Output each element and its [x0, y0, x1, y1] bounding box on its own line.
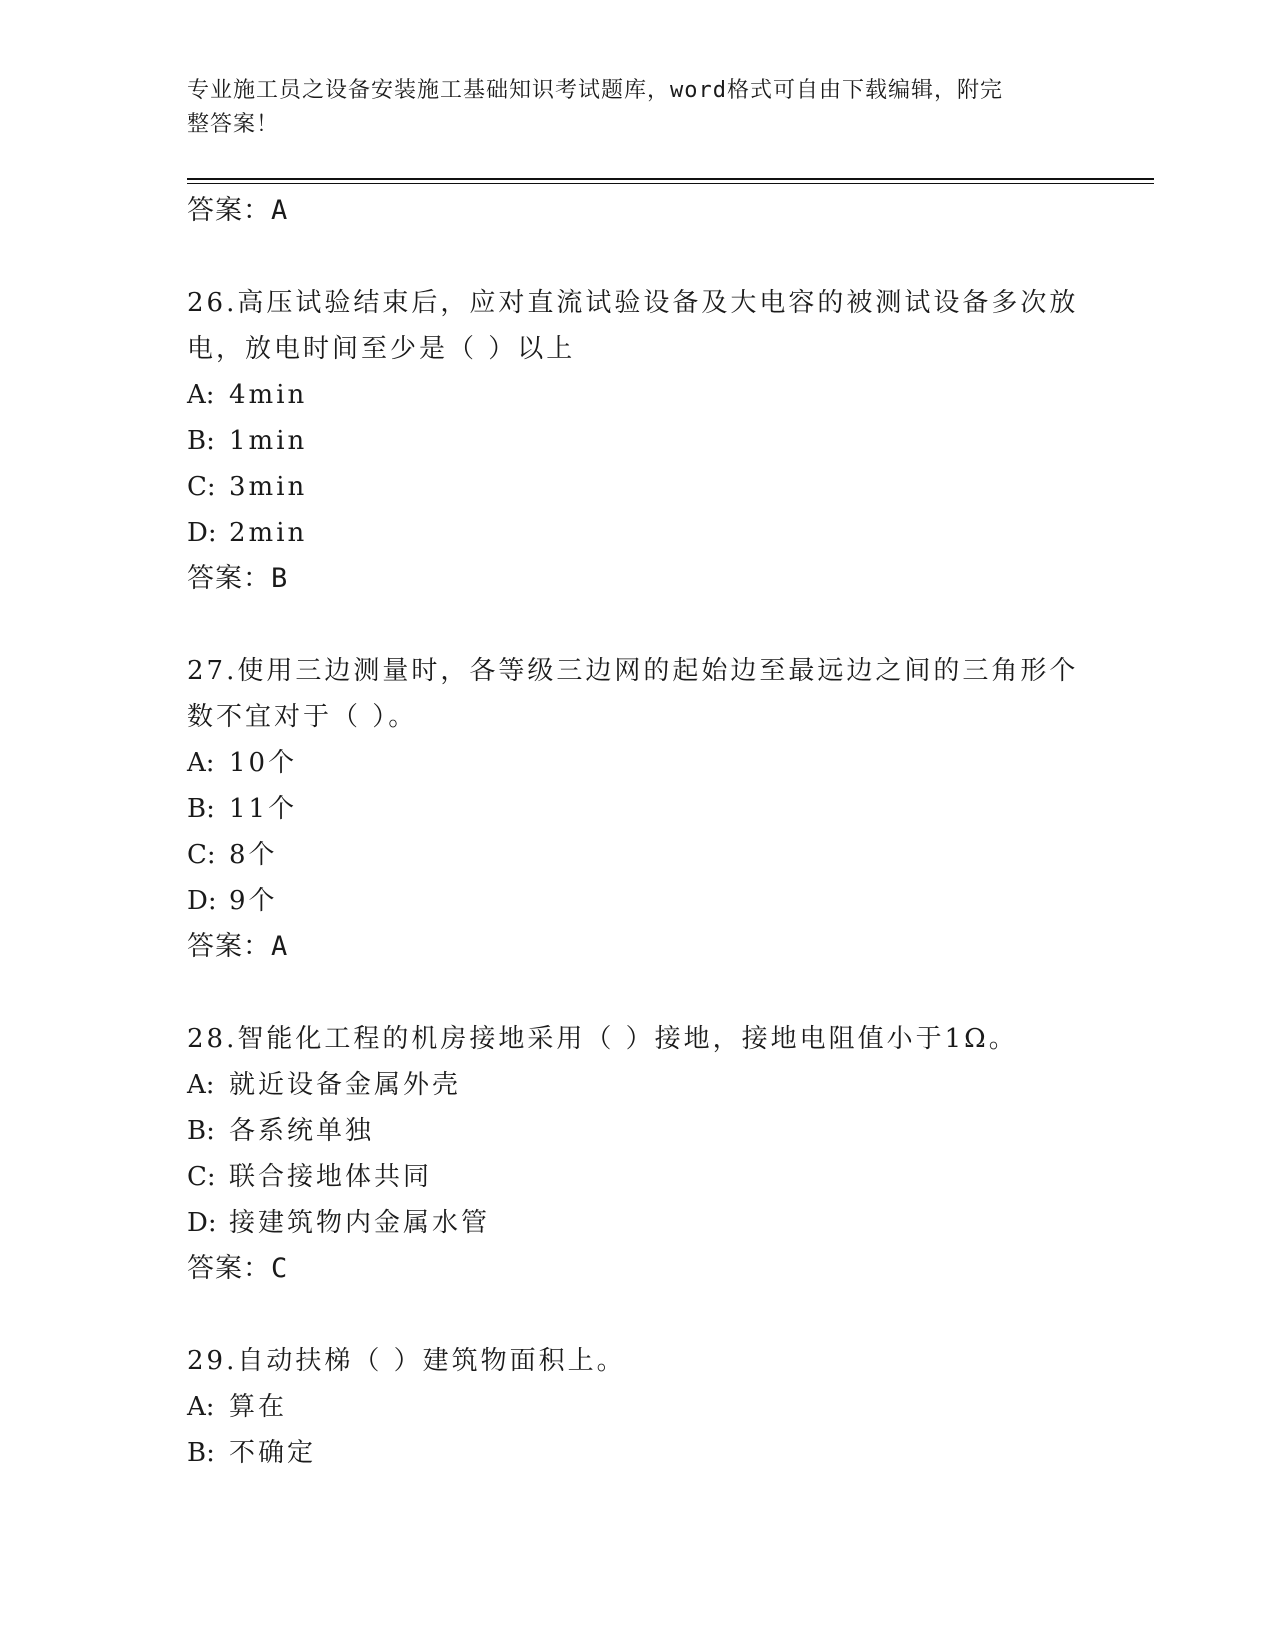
option-text: 4min [229, 380, 308, 410]
document-header [187, 74, 1067, 142]
answer: 答案：A [187, 931, 289, 962]
answer: 答案：B [187, 563, 289, 594]
option-label: B: [187, 426, 215, 456]
option-d [187, 1200, 1087, 1246]
option-label: C: [187, 1162, 216, 1192]
question-28 [187, 1016, 1087, 1292]
option-b [187, 786, 1087, 832]
header-line-1: 专业施工员之设备安装施工基础知识考试题库，word格式可自由下载编辑，附完 [187, 78, 1003, 103]
option-label: B: [187, 794, 215, 824]
option-b [187, 1430, 1087, 1476]
question-stem-line: 28.智能化工程的机房接地采用（ ）接地，接地电阻值小于1Ω。 [187, 1024, 1018, 1054]
option-a [187, 1062, 1087, 1108]
option-label: B: [187, 1438, 215, 1468]
option-a [187, 1384, 1087, 1430]
header-line-2: 整答案！ [187, 112, 280, 137]
question-list [187, 188, 1087, 1476]
option-label: A: [187, 1392, 215, 1422]
option-text: 各系统单独 [229, 1116, 375, 1146]
answer: 答案：C [187, 1253, 289, 1284]
question-stem-line: 26.高压试验结束后，应对直流试验设备及大电容的被测试设备多次放 [187, 288, 1079, 318]
option-text: 接建筑物内金属水管 [229, 1208, 491, 1238]
option-d [187, 510, 1087, 556]
option-text: 11个 [229, 794, 298, 824]
option-text: 2min [229, 518, 308, 548]
option-label: A: [187, 748, 215, 778]
question-stem-line: 27.使用三边测量时，各等级三边网的起始边至最远边之间的三角形个 [187, 656, 1079, 686]
option-c [187, 832, 1087, 878]
question-stem-line: 电，放电时间至少是（ ）以上 [187, 334, 576, 364]
option-a [187, 740, 1087, 786]
option-label: C: [187, 840, 216, 870]
header-rule-thin [187, 183, 1154, 184]
spacer [187, 1292, 1087, 1338]
option-text: 就近设备金属外壳 [229, 1070, 462, 1100]
option-c [187, 464, 1087, 510]
header-rule-thick [187, 178, 1154, 180]
option-text: 3min [229, 472, 308, 502]
option-b [187, 418, 1087, 464]
question-27 [187, 648, 1087, 970]
option-text: 8个 [229, 840, 278, 870]
question-29 [187, 1338, 1087, 1476]
option-label: B: [187, 1116, 215, 1146]
option-label: D: [187, 1208, 217, 1238]
option-label: D: [187, 518, 217, 548]
option-label: C: [187, 472, 216, 502]
spacer [187, 602, 1087, 648]
option-text: 1min [229, 426, 308, 456]
previous-answer: 答案：A [187, 195, 289, 226]
option-text: 9个 [229, 886, 278, 916]
question-stem-line: 数不宜对于（ ）。 [187, 702, 418, 732]
option-c [187, 1154, 1087, 1200]
question-stem-line: 29.自动扶梯（ ）建筑物面积上。 [187, 1346, 626, 1376]
option-d [187, 878, 1087, 924]
option-label: A: [187, 1070, 215, 1100]
option-a [187, 372, 1087, 418]
option-label: D: [187, 886, 217, 916]
spacer [187, 970, 1087, 1016]
option-b [187, 1108, 1087, 1154]
option-text: 10个 [229, 748, 298, 778]
option-text: 不确定 [229, 1438, 317, 1468]
option-label: A: [187, 380, 215, 410]
question-26 [187, 280, 1087, 602]
option-text: 联合接地体共同 [229, 1162, 433, 1192]
option-text: 算在 [229, 1392, 288, 1422]
spacer [187, 234, 1087, 280]
